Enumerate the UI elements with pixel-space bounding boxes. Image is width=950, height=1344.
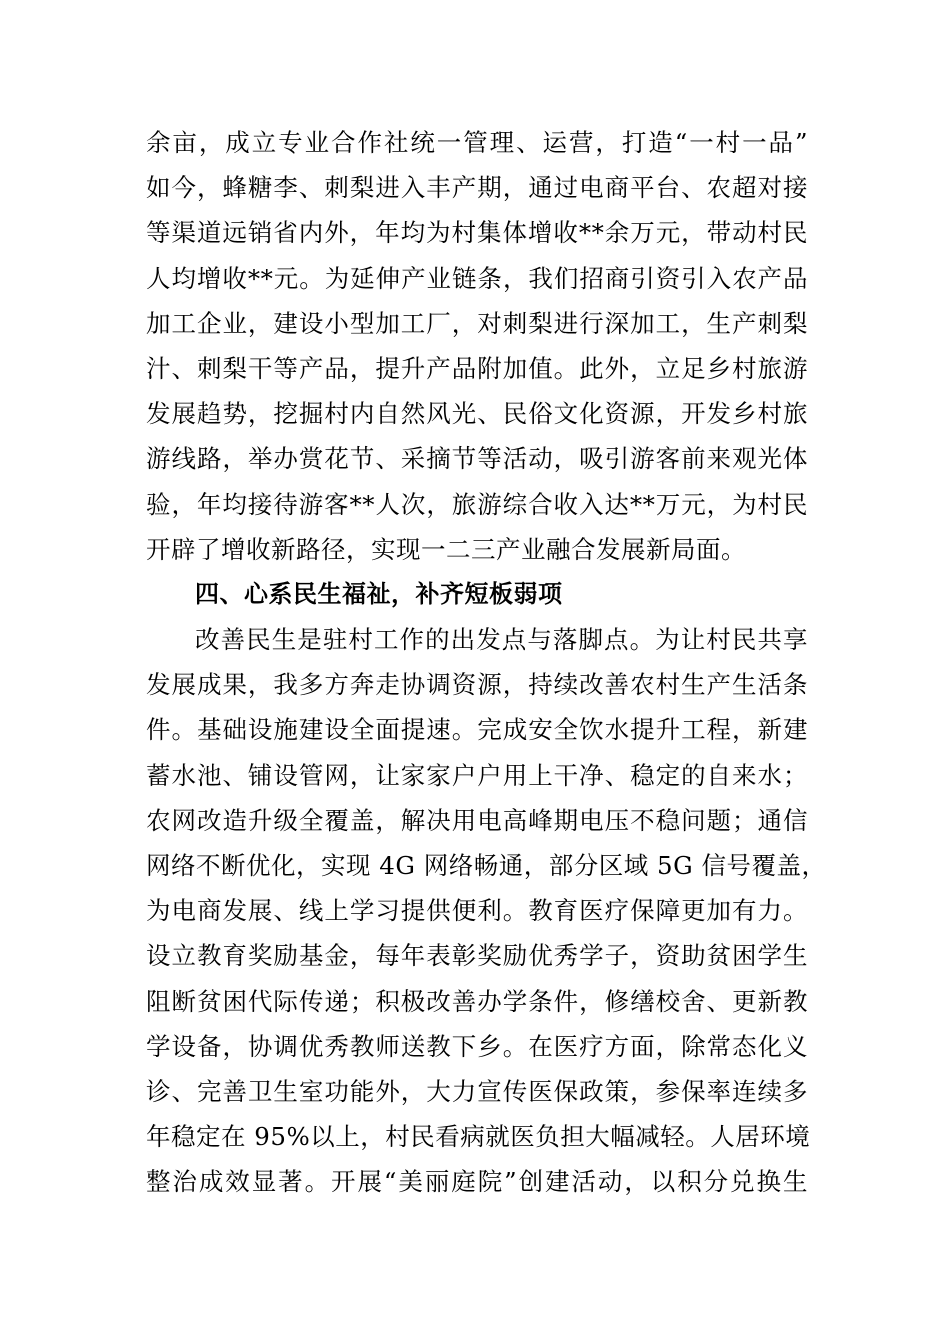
text-line: 开辟了增收新路径，实现一二三产业融合发展新局面。 bbox=[146, 534, 746, 564]
text-line: 发展趋势，挖掘村内自然风光、民俗文化资源，开发乡村旅 bbox=[146, 399, 808, 429]
text-line: 改善民生是驻村工作的出发点与落脚点。为让村民共享 bbox=[195, 625, 808, 655]
text-line: 等渠道远销省内外，年均为村集体增收**余万元，带动村民 bbox=[146, 218, 808, 248]
text-line: 件。基础设施建设全面提速。完成安全饮水提升工程，新建 bbox=[146, 715, 808, 745]
text-line: 余亩，成立专业合作社统一管理、运营，打造“一村一品” bbox=[146, 128, 808, 157]
text-line: 蓄水池、铺设管网，让家家户户用上干净、稳定的自来水； bbox=[146, 760, 808, 790]
text-line: 验，年均接待游客**人次，旅游综合收入达**万元，为村民 bbox=[146, 489, 808, 519]
text-line: 人均增收**元。为延伸产业链条，我们招商引资引入农产品 bbox=[146, 263, 808, 293]
text-line: 汁、刺梨干等产品，提升产品附加值。此外，立足乡村旅游 bbox=[146, 353, 808, 383]
text-line: 诊、完善卫生室功能外，大力宣传医保政策，参保率连续多 bbox=[146, 1076, 808, 1106]
text-line: 为电商发展、线上学习提供便利。教育医疗保障更加有力。 bbox=[146, 896, 808, 926]
text-line: 整治成效显著。开展“美丽庭院”创建活动，以积分兑换生 bbox=[146, 1167, 808, 1197]
text-line: 如今，蜂糖李、刺梨进入丰产期，通过电商平台、农超对接 bbox=[146, 173, 808, 203]
text-line: 设立教育奖励基金，每年表彰奖励优秀学子，资助贫困学生 bbox=[146, 941, 808, 971]
text-line: 农网改造升级全覆盖，解决用电高峰期电压不稳问题；通信 bbox=[146, 805, 808, 835]
text-line: 发展成果，我多方奔走协调资源，持续改善农村生产生活条 bbox=[146, 670, 808, 700]
text-line: 阻断贫困代际传递；积极改善办学条件，修缮校舍、更新教 bbox=[146, 986, 808, 1016]
text-line: 年稳定在 95%以上，村民看病就医负担大幅减轻。人居环境 bbox=[146, 1122, 811, 1152]
text-line: 游线路，举办赏花节、采摘节等活动，吸引游客前来观光体 bbox=[146, 444, 808, 474]
text-line: 网络不断优化，实现 4G 网络畅通，部分区域 5G 信号覆盖， bbox=[146, 851, 827, 880]
text-line: 加工企业，建设小型加工厂，对刺梨进行深加工，生产刺梨 bbox=[146, 308, 808, 338]
body-paragraph bbox=[146, 120, 808, 572]
section-heading: 四、心系民生福祉，补齐短板弱项 bbox=[195, 579, 563, 608]
body-paragraph bbox=[146, 617, 827, 1204]
text-line: 学设备，协调优秀教师送教下乡。在医疗方面，除常态化义 bbox=[146, 1031, 808, 1061]
